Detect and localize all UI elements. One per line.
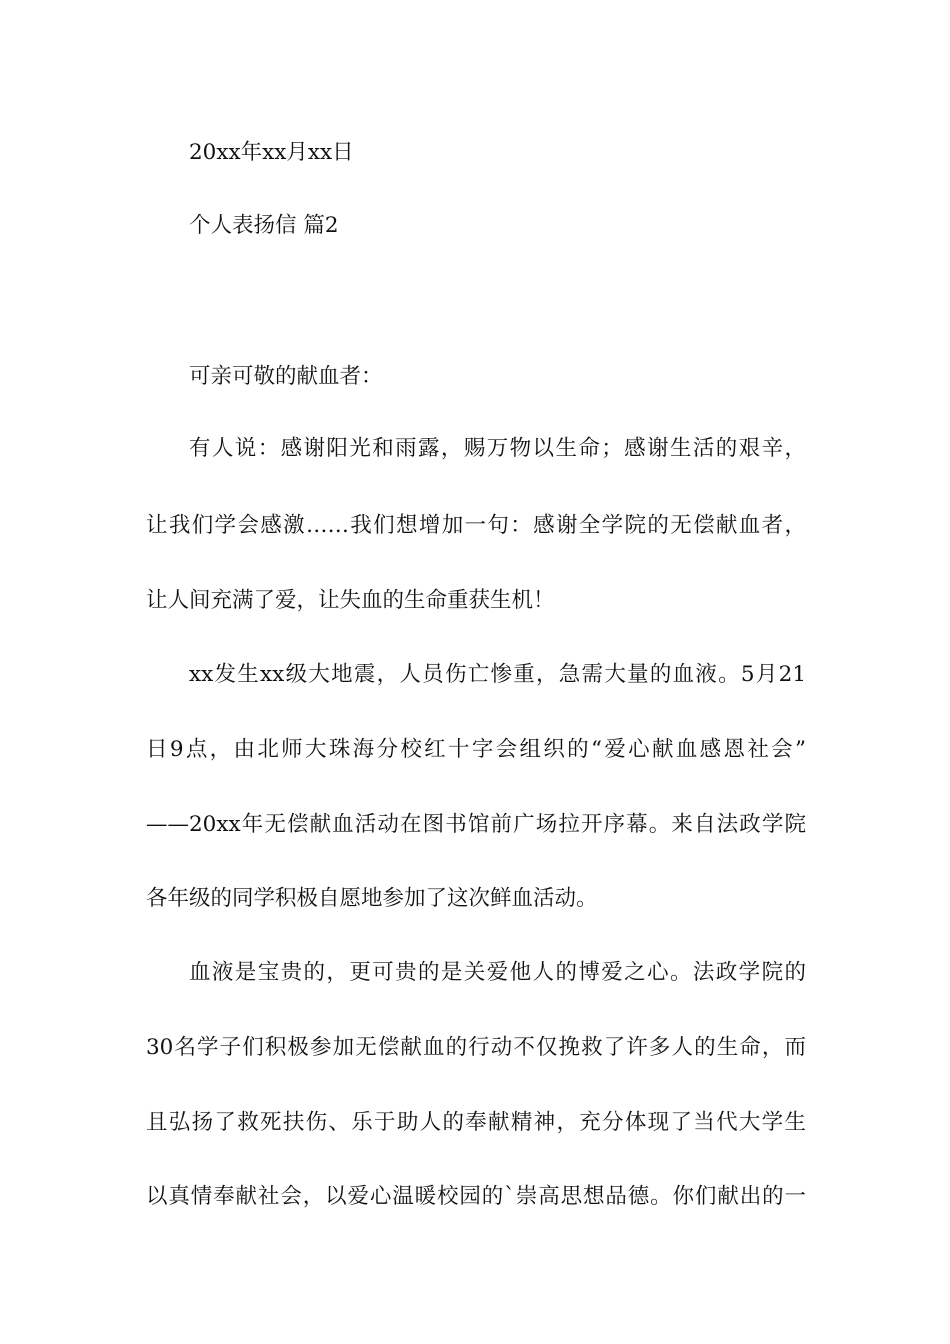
paragraph-line: 有人说：感谢阳光和雨露，赐万物以生命；感谢生活的艰辛， bbox=[189, 436, 806, 461]
section-title: 个人表扬信 篇2 bbox=[189, 213, 339, 238]
paragraph-line: ——20xx年无偿献血活动在图书馆前广场拉开序幕。来自法政学院 bbox=[146, 812, 806, 837]
paragraph-line: xx发生xx级大地震，人员伤亡惨重，急需大量的血液。5月21 bbox=[189, 662, 806, 687]
paragraph-line: 各年级的同学积极自愿地参加了这次鲜血活动。 bbox=[146, 886, 598, 911]
paragraph-line: 让我们学会感激……我们想增加一句：感谢全学院的无偿献血者， bbox=[146, 513, 806, 538]
paragraph-line: 30名学子们积极参加无偿献血的行动不仅挽救了许多人的生命，而 bbox=[146, 1035, 806, 1060]
paragraph-line: 日9点，由北师大珠海分校红十字会组织的“爱心献血感恩社会” bbox=[146, 737, 806, 762]
paragraph-line: 以真情奉献社会，以爱心温暖校园的`崇高思想品德。你们献出的一 bbox=[146, 1184, 806, 1209]
paragraph-line: 让人间充满了爱，让失血的生命重获生机！ bbox=[146, 588, 555, 613]
paragraph-line: 血液是宝贵的，更可贵的是关爱他人的博爱之心。法政学院的 bbox=[189, 960, 806, 985]
salutation: 可亲可敬的献血者： bbox=[189, 364, 383, 389]
date-line: 20xx年xx月xx日 bbox=[189, 140, 354, 165]
paragraph-line: 且弘扬了救死扶伤、乐于助人的奉献精神，充分体现了当代大学生 bbox=[146, 1110, 806, 1135]
